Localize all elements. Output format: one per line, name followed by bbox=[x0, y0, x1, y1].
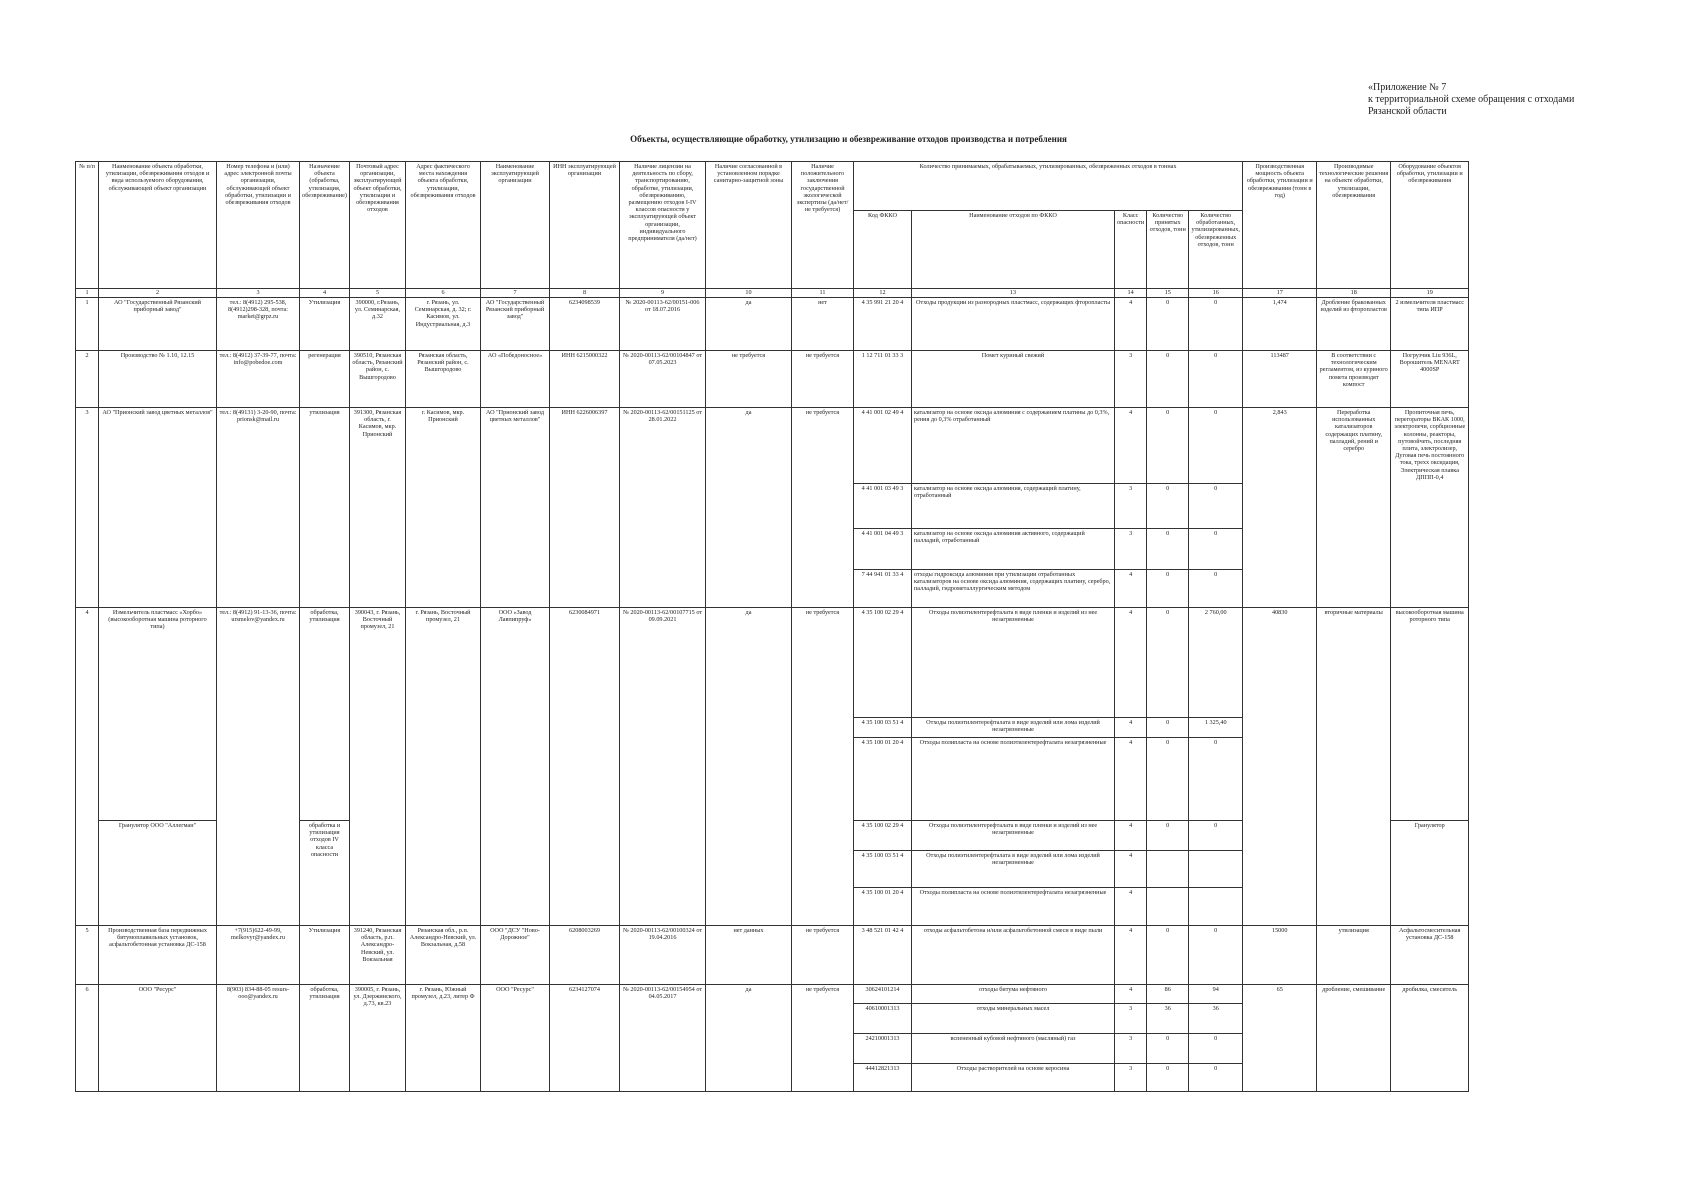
inn: 6234098539 bbox=[550, 298, 620, 351]
annex-line-2: к территориальной схеме обращения с отходами bbox=[1368, 94, 1575, 105]
technology: В соответствии с технологическим регламентом, из куриного помета производят компост bbox=[1317, 351, 1391, 408]
capacity: 1,474 bbox=[1243, 298, 1317, 351]
fkko-code: 4 35 100 02 29 4 bbox=[854, 821, 912, 851]
header-quantity: Количество принимаемых, обрабатываемых, утилизированных, обезвреженных отходов в тоннах bbox=[854, 162, 1243, 211]
hazard-class: 3 bbox=[1115, 1064, 1147, 1092]
accepted-qty: 0 bbox=[1147, 738, 1189, 821]
accepted-qty: 36 bbox=[1147, 1004, 1189, 1034]
table-row bbox=[76, 408, 1469, 484]
szz: да bbox=[706, 985, 792, 1092]
accepted-qty: 0 bbox=[1147, 529, 1189, 570]
processed-qty: 0 bbox=[1189, 738, 1243, 821]
accepted-qty: 0 bbox=[1147, 298, 1189, 351]
column-number: 2 bbox=[99, 289, 217, 298]
row-number: 6 bbox=[76, 985, 99, 1092]
annex-line-1: «Приложение № 7 bbox=[1368, 82, 1447, 93]
header-contact: Номер телефона и (или) адрес электронной почты организации, обслуживающей объект обработки, утилизации и обезвреживания отходов bbox=[217, 162, 300, 289]
header-inn: ИНН эксплуатирующей организации bbox=[550, 162, 620, 289]
expertise: нет bbox=[792, 298, 854, 351]
fkko-code: 4 41 001 03 49 3 bbox=[854, 484, 912, 529]
processed-qty: 0 bbox=[1189, 298, 1243, 351]
fkko-code: 4 35 991 21 20 4 bbox=[854, 298, 912, 351]
column-number: 11 bbox=[792, 289, 854, 298]
fkko-code: 30624101214 bbox=[854, 985, 912, 1004]
actual-address: г. Рязань, Южный промузел, д.23, литер Ф bbox=[406, 985, 481, 1092]
inn: ИНН 6226006397 bbox=[550, 408, 620, 608]
hazard-class: 3 bbox=[1115, 484, 1147, 529]
table-row bbox=[76, 608, 1469, 718]
equipment: Погрузчик Liu 936L, Ворошитель MENART 4000SP bbox=[1391, 351, 1469, 408]
postal-address: 390043, г. Рязань, Восточный промузел, 21 bbox=[350, 608, 406, 926]
contact: тел.: 8(4912) 37-39-77, почта: info@pobedoe.com bbox=[217, 351, 300, 408]
processed-qty: 0 bbox=[1189, 408, 1243, 484]
fkko-code: 4 35 100 02 29 4 bbox=[854, 608, 912, 718]
operator-org: ООО «Завод Лавпипруф» bbox=[481, 608, 550, 926]
column-number: 18 bbox=[1317, 289, 1391, 298]
fkko-code: 4 41 001 02 49 4 bbox=[854, 408, 912, 484]
license: № 2020-00113-62/00104847 от 07.05.2023 bbox=[620, 351, 706, 408]
object-name: Измельчитель пластмасс «Хорбо» (высокооборотная машина роторного типа) bbox=[99, 608, 217, 821]
postal-address: 390000, г.Рязань, ул. Семинарская, д.32 bbox=[350, 298, 406, 351]
object-name: АО "Прионский завод цветных металлов" bbox=[99, 408, 217, 608]
object-name: АО "Государственный Рязанский приборный завод" bbox=[99, 298, 217, 351]
hazard-class: 4 bbox=[1115, 570, 1147, 608]
postal-address: 391240, Рязанская область, р.п. Александро-Невский, ул. Вокзальная bbox=[350, 926, 406, 985]
waste-name: катализатор на основе оксида алюминия активного, содержащий палладий, отработанный bbox=[912, 529, 1115, 570]
accepted-qty: 86 bbox=[1147, 985, 1189, 1004]
row-number: 3 bbox=[76, 408, 99, 608]
fkko-code: 4 41 001 04 49 3 bbox=[854, 529, 912, 570]
szz: да bbox=[706, 298, 792, 351]
waste-name: Отходы полипласта на основе полиэтилентерефталата незагрязненные bbox=[912, 738, 1115, 821]
hazard-class: 4 bbox=[1115, 821, 1147, 851]
object-name: Производство № 1.10, 12.15 bbox=[99, 351, 217, 408]
processed-qty: 0 bbox=[1189, 1064, 1243, 1092]
processed-qty: 0 bbox=[1189, 926, 1243, 985]
column-number: 3 bbox=[217, 289, 300, 298]
header-szz: Наличие согласованной в установленном порядке санитарно-защитной зоны bbox=[706, 162, 792, 289]
row-number: 1 bbox=[76, 298, 99, 351]
license: № 2020-00113-62/00151-006 от 18.07.2016 bbox=[620, 298, 706, 351]
processed-qty: 0 bbox=[1189, 351, 1243, 408]
waste-name: Отходы полиэтилентерефталата в виде изделий или лома изделий незагрязненные bbox=[912, 851, 1115, 888]
row-number: 4 bbox=[76, 608, 99, 926]
column-number: 19 bbox=[1391, 289, 1469, 298]
column-number: 15 bbox=[1147, 289, 1189, 298]
fkko-code: 7 44 941 01 33 4 bbox=[854, 570, 912, 608]
szz: нет данных bbox=[706, 926, 792, 985]
waste-name: Отходы продукции из разнородных пластмасс, содержащих фторопласты bbox=[912, 298, 1115, 351]
szz: да bbox=[706, 408, 792, 608]
header-hazard-class: Класс опасности bbox=[1115, 211, 1147, 289]
annex-line-3: Рязанской области bbox=[1368, 106, 1447, 117]
fkko-code: 24210001313 bbox=[854, 1034, 912, 1064]
column-number: 17 bbox=[1243, 289, 1317, 298]
szz: да bbox=[706, 608, 792, 926]
operator-org: ООО "ДСУ "Ново-Дорожное" bbox=[481, 926, 550, 985]
header-object-name: Наименование объекта обработки, утилизации, обезвреживания отходов и вида используемого оборудования, обслуживающей объект организации bbox=[99, 162, 217, 289]
accepted-qty: 0 bbox=[1147, 1064, 1189, 1092]
accepted-qty: 0 bbox=[1147, 408, 1189, 484]
purpose: обработка, утилизация bbox=[300, 608, 350, 821]
fkko-code: 4 35 100 01 20 4 bbox=[854, 738, 912, 821]
fkko-code: 4 35 100 01 20 4 bbox=[854, 888, 912, 926]
objects-table bbox=[75, 161, 1469, 1092]
operator-org: АО «Победоносное» bbox=[481, 351, 550, 408]
technology: вторичные материалы bbox=[1317, 608, 1391, 926]
contact: тел.: 8(4912) 91-13-36, почта: ursmelov@yandex.ru bbox=[217, 608, 300, 926]
hazard-class: 4 bbox=[1115, 608, 1147, 718]
purpose-2: обработка и утилизация отходов IV класса опасности bbox=[300, 821, 350, 926]
accepted-qty: 0 bbox=[1147, 926, 1189, 985]
header-postal: Почтовый адрес организации, эксплуатирующей объект обработки, утилизации и обезвреживания отходов bbox=[350, 162, 406, 289]
license: № 2020-00113-62/00154954 от 04.05.2017 bbox=[620, 985, 706, 1092]
processed-qty bbox=[1189, 888, 1243, 926]
column-number: 9 bbox=[620, 289, 706, 298]
fkko-code: 3 48 521 01 42 4 bbox=[854, 926, 912, 985]
waste-name: Отходы полиэтилентерефталата в виде изделий или лома изделий незагрязненные bbox=[912, 718, 1115, 738]
header-row-1 bbox=[76, 162, 1469, 211]
accepted-qty: 0 bbox=[1147, 608, 1189, 718]
equipment: высокооборотная машина роторного типа bbox=[1391, 608, 1469, 821]
equipment: 2 измельчителя пластмасс типа ИПР bbox=[1391, 298, 1469, 351]
waste-name: отходы битума нефтяного bbox=[912, 985, 1115, 1004]
processed-qty: 1 325,40 bbox=[1189, 718, 1243, 738]
hazard-class: 3 bbox=[1115, 529, 1147, 570]
accepted-qty: 0 bbox=[1147, 821, 1189, 851]
postal-address: 390005, г. Рязань, ул. Дзержинского, д.73, кв.23 bbox=[350, 985, 406, 1092]
column-numbers-row bbox=[76, 289, 1469, 298]
waste-name: катализатор на основе оксида алюминия с содержанием платины до 0,3%, рения до 0,3% отработанный bbox=[912, 408, 1115, 484]
annex-block bbox=[1368, 82, 1574, 118]
inn: ИНН 6215000322 bbox=[550, 351, 620, 408]
waste-name: отходы минеральных масел bbox=[912, 1004, 1115, 1034]
accepted-qty: 0 bbox=[1147, 718, 1189, 738]
accepted-qty bbox=[1147, 851, 1189, 888]
row-number: 2 bbox=[76, 351, 99, 408]
processed-qty: 36 bbox=[1189, 1004, 1243, 1034]
header-address: Адрес фактического места нахождения объекта обработки, утилизации, обезвреживания отходов bbox=[406, 162, 481, 289]
processed-qty: 0 bbox=[1189, 484, 1243, 529]
fkko-code: 4 35 100 03 51 4 bbox=[854, 851, 912, 888]
technology: дробление, смешивание bbox=[1317, 985, 1391, 1092]
waste-name: отходы гидроксида алюминия при утилизации отработанных катализаторов на основе оксида алюминия, содержащих платину, серебро, палладий, гидрометаллургическим методом bbox=[912, 570, 1115, 608]
actual-address: г. Касимов, мкр. Прионский bbox=[406, 408, 481, 608]
inn: 6208003269 bbox=[550, 926, 620, 985]
actual-address: г. Рязань, ул. Семинарская, д. 32; г. Касимов, ул. Индустриальная, д.3 bbox=[406, 298, 481, 351]
license: № 2020-00113-62/00100324 от 19.04.2016 bbox=[620, 926, 706, 985]
column-number: 12 bbox=[854, 289, 912, 298]
header-org: Наименование эксплуатирующей организации bbox=[481, 162, 550, 289]
fkko-code: 1 12 711 01 33 3 bbox=[854, 351, 912, 408]
purpose: Утилизация bbox=[300, 926, 350, 985]
hazard-class: 4 bbox=[1115, 718, 1147, 738]
technology: Переработка использованных катализаторов содержащих платину, палладий, рений и серебро bbox=[1317, 408, 1391, 608]
hazard-class: 4 bbox=[1115, 985, 1147, 1004]
header-processed: Количество обработанных, утилизированных, обезвреженных отходов, тонн bbox=[1189, 211, 1243, 289]
license: № 2020-00113-62/00151125 от 28.01.2022 bbox=[620, 408, 706, 608]
inn: 6234127074 bbox=[550, 985, 620, 1092]
actual-address: г. Рязань, Восточный промузел, 21 bbox=[406, 608, 481, 926]
purpose: регенерация bbox=[300, 351, 350, 408]
capacity: 40830 bbox=[1243, 608, 1317, 926]
accepted-qty: 0 bbox=[1147, 351, 1189, 408]
hazard-class: 4 bbox=[1115, 888, 1147, 926]
capacity: 65 bbox=[1243, 985, 1317, 1092]
header-equipment: Оборудование объектов обработки, утилизации и обезвреживания bbox=[1391, 162, 1469, 289]
column-number: 1 bbox=[76, 289, 99, 298]
waste-name: Помет куриный свежий bbox=[912, 351, 1115, 408]
contact: тел.: 8(4912) 295-538, 8(4912)298-328, почта: market@grpz.ru bbox=[217, 298, 300, 351]
column-number: 8 bbox=[550, 289, 620, 298]
fkko-code: 4 35 100 03 51 4 bbox=[854, 718, 912, 738]
hazard-class: 4 bbox=[1115, 298, 1147, 351]
processed-qty: 0 bbox=[1189, 529, 1243, 570]
purpose: обработка, утилизация bbox=[300, 985, 350, 1092]
processed-qty: 2 760,00 bbox=[1189, 608, 1243, 718]
hazard-class: 4 bbox=[1115, 738, 1147, 821]
header-expertise: Наличие положительного заключения государственной экологической экспертизы (да/нет/не требуется) bbox=[792, 162, 854, 289]
waste-name: Отходы полиэтилентерефталата в виде пленки и изделий из нее незагрязненные bbox=[912, 821, 1115, 851]
processed-qty: 94 bbox=[1189, 985, 1243, 1004]
actual-address: Рязанская область, Рязанский район, с. Вышгородово bbox=[406, 351, 481, 408]
technology: утилизация bbox=[1317, 926, 1391, 985]
waste-name: Отходы растворителей на основе керосина bbox=[912, 1064, 1115, 1092]
hazard-class: 4 bbox=[1115, 926, 1147, 985]
column-number: 5 bbox=[350, 289, 406, 298]
waste-name: Отходы полипласта на основе полиэтилентерефталата незагрязненные bbox=[912, 888, 1115, 926]
hazard-class: 3 bbox=[1115, 351, 1147, 408]
fkko-code: 44412821313 bbox=[854, 1064, 912, 1092]
purpose: утилизация bbox=[300, 408, 350, 608]
hazard-class: 4 bbox=[1115, 851, 1147, 888]
column-number: 10 bbox=[706, 289, 792, 298]
expertise: не требуется bbox=[792, 608, 854, 926]
header-fkko-code: Код ФККО bbox=[854, 211, 912, 289]
row-number: 5 bbox=[76, 926, 99, 985]
waste-name: отходы асфальтобетона и/или асфальтобетонной смеси в виде пыли bbox=[912, 926, 1115, 985]
hazard-class: 3 bbox=[1115, 1004, 1147, 1034]
header-license: Наличие лицензии на деятельность по сбору, транспортированию, обработке, утилизации, обезвреживанию, размещению отходов I-IV классов опасности у эксплуатирующей объект организации, индивидуального предпринимателя (да/нет) bbox=[620, 162, 706, 289]
capacity: 15000 bbox=[1243, 926, 1317, 985]
column-number: 16 bbox=[1189, 289, 1243, 298]
operator-org: АО "Прионский завод цветных металлов" bbox=[481, 408, 550, 608]
object-name-2: Гранулятор ООО "Аллегман" bbox=[99, 821, 217, 926]
equipment: дробилка, смеситель bbox=[1391, 985, 1469, 1092]
technology: Дробление бракованных изделий из фторопластов bbox=[1317, 298, 1391, 351]
accepted-qty bbox=[1147, 888, 1189, 926]
capacity: 113487 bbox=[1243, 351, 1317, 408]
postal-address: 390510, Рязанская область, Рязанский район, с. Вышгородово bbox=[350, 351, 406, 408]
header-number: № п/п bbox=[76, 162, 99, 289]
equipment: Пропиточная печь, перегораторы ВКАК 1000, электропечи, сорбционные колонны, реакторы, путовойчеть, последняя плита, электролизер, Дуговая печь постоянного тока, трехх оксидация, Электрическая плавка ДППП-0,4 bbox=[1391, 408, 1469, 608]
equipment: Асфальтосмесительная установка ДС-158 bbox=[1391, 926, 1469, 985]
operator-org: ООО "Ресурс" bbox=[481, 985, 550, 1092]
object-name: ООО "Ресурс" bbox=[99, 985, 217, 1092]
header-purpose: Назначение объекта (обработка, утилизация, обезвреживание) bbox=[300, 162, 350, 289]
waste-name: катализатор на основе оксида алюминия, содержащий платину, отработанный bbox=[912, 484, 1115, 529]
column-number: 4 bbox=[300, 289, 350, 298]
object-name: Производственная база передвижных битумоплавильных установок, асфальтобетонная установка ДС-158 bbox=[99, 926, 217, 985]
hazard-class: 4 bbox=[1115, 408, 1147, 484]
contact: 8(903) 834-88-05 resurs-ooo@yandex.ru bbox=[217, 985, 300, 1092]
accepted-qty: 0 bbox=[1147, 1034, 1189, 1064]
expertise: не требуется bbox=[792, 985, 854, 1092]
accepted-qty: 0 bbox=[1147, 570, 1189, 608]
contact: +7(915)622-49-99, melkovyr@yandex.ru bbox=[217, 926, 300, 985]
expertise: не требуется bbox=[792, 408, 854, 608]
processed-qty: 0 bbox=[1189, 570, 1243, 608]
table-row bbox=[76, 351, 1469, 408]
operator-org: АО "Государственный Рязанский приборный завод" bbox=[481, 298, 550, 351]
expertise: не требуется bbox=[792, 926, 854, 985]
column-number: 13 bbox=[912, 289, 1115, 298]
capacity: 2,843 bbox=[1243, 408, 1317, 608]
processed-qty bbox=[1189, 851, 1243, 888]
waste-name: вспененный кубовой нефтяного (масляный) газ bbox=[912, 1034, 1115, 1064]
actual-address: Рязанская обл., р.п. Александро-Невский, ул. Вокзальная, д.58 bbox=[406, 926, 481, 985]
contact: тел.: 8(49131) 3-20-90, почта: prionsk@mail.ru bbox=[217, 408, 300, 608]
table-row bbox=[76, 985, 1469, 1004]
document-title: Объекты, осуществляющие обработку, утилизацию и обезвреживание отходов производства и потребления bbox=[630, 134, 1067, 144]
postal-address: 391300, Рязанская область, г. Касимов, мкр. Прионский bbox=[350, 408, 406, 608]
inn: 6230084971 bbox=[550, 608, 620, 926]
expertise: не требуется bbox=[792, 351, 854, 408]
table-row bbox=[76, 298, 1469, 351]
processed-qty: 0 bbox=[1189, 1034, 1243, 1064]
equipment-2: Гранулятор bbox=[1391, 821, 1469, 926]
header-waste-name: Наименование отходов по ФККО bbox=[912, 211, 1115, 289]
accepted-qty: 0 bbox=[1147, 484, 1189, 529]
header-accepted: Количество принятых отходов, тонн bbox=[1147, 211, 1189, 289]
hazard-class: 3 bbox=[1115, 1034, 1147, 1064]
waste-name: Отходы полиэтилентерефталата в виде пленки и изделий из нее незагрязненные bbox=[912, 608, 1115, 718]
column-number: 14 bbox=[1115, 289, 1147, 298]
column-number: 7 bbox=[481, 289, 550, 298]
processed-qty: 0 bbox=[1189, 821, 1243, 851]
table-row bbox=[76, 926, 1469, 985]
szz: не требуется bbox=[706, 351, 792, 408]
license: № 2020-00113-62/00107715 от 09.09.2021 bbox=[620, 608, 706, 926]
header-capacity: Производственная мощность объекта обработки, утилизации и обезвреживания (тонн в год) bbox=[1243, 162, 1317, 289]
purpose: Утилизация bbox=[300, 298, 350, 351]
header-technology: Производимые технологические решения на объекте обработки, утилизации, обезвреживания bbox=[1317, 162, 1391, 289]
column-number: 6 bbox=[406, 289, 481, 298]
fkko-code: 40610001313 bbox=[854, 1004, 912, 1034]
